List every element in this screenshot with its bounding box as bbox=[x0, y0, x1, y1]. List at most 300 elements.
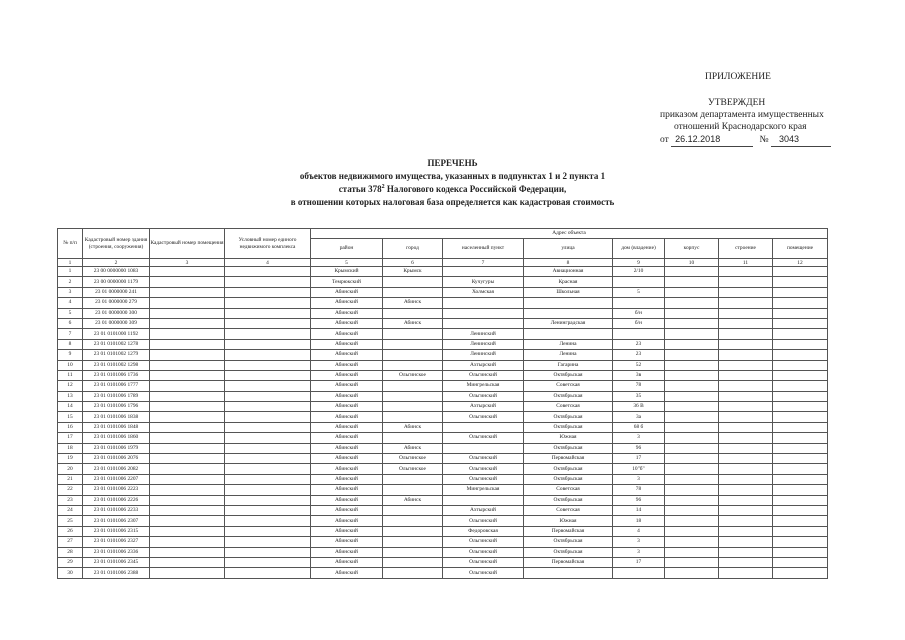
table-cell: Октябрьская bbox=[524, 391, 613, 401]
table-cell bbox=[665, 360, 719, 370]
table-cell bbox=[719, 308, 773, 318]
table-cell bbox=[150, 277, 225, 287]
table-cell: Южная bbox=[524, 516, 613, 526]
table-cell: 23 01 0101002 1298 bbox=[83, 360, 150, 370]
table-cell: Октябрьская bbox=[524, 464, 613, 474]
table-cell: 11 bbox=[58, 370, 83, 380]
table-cell bbox=[719, 318, 773, 328]
table-cell bbox=[773, 370, 828, 380]
table-cell bbox=[524, 329, 613, 339]
table-cell: Абинский bbox=[311, 360, 383, 370]
table-cell: Мингрельская bbox=[443, 381, 524, 391]
table-cell bbox=[443, 318, 524, 328]
table-cell bbox=[225, 495, 311, 505]
col-header-street: улица bbox=[524, 239, 613, 259]
table-cell bbox=[443, 308, 524, 318]
table-cell bbox=[719, 474, 773, 484]
table-cell bbox=[150, 547, 225, 557]
col-header-premise: помещение bbox=[773, 239, 828, 259]
table-cell: 23 01 0101006 1860 bbox=[83, 433, 150, 443]
table-cell: Ольгинский bbox=[443, 391, 524, 401]
table-cell: Красная bbox=[524, 277, 613, 287]
table-cell: Ахтырский bbox=[443, 402, 524, 412]
table-cell: Первомайская bbox=[524, 526, 613, 536]
table-cell bbox=[150, 370, 225, 380]
table-cell bbox=[773, 557, 828, 567]
table-cell bbox=[150, 454, 225, 464]
col-header-address: Адрес объекта bbox=[311, 229, 828, 239]
table-row bbox=[58, 329, 828, 339]
table-cell: 23 01 0101006 2226 bbox=[83, 495, 150, 505]
table-cell bbox=[225, 568, 311, 578]
table-cell: Ленинский bbox=[443, 329, 524, 339]
table-cell bbox=[665, 267, 719, 277]
table-cell: 23 01 0101006 1796 bbox=[83, 402, 150, 412]
table-cell: Октябрьская bbox=[524, 537, 613, 547]
table-cell bbox=[665, 443, 719, 453]
table-cell bbox=[773, 287, 828, 297]
table-cell: 30 bbox=[58, 568, 83, 578]
number-prefix: № bbox=[759, 135, 769, 145]
table-cell: Абинский bbox=[311, 350, 383, 360]
table-cell bbox=[443, 495, 524, 505]
table-cell bbox=[383, 277, 443, 287]
table-cell: Октябрьская bbox=[524, 495, 613, 505]
table-row bbox=[58, 464, 828, 474]
table-row bbox=[58, 308, 828, 318]
table-cell bbox=[773, 329, 828, 339]
table-cell bbox=[773, 516, 828, 526]
table-cell: 3 bbox=[613, 547, 665, 557]
col-header-settlement: населенный пункт bbox=[443, 239, 524, 259]
table-cell: 23 01 0101006 2207 bbox=[83, 474, 150, 484]
table-cell: Абинск bbox=[383, 318, 443, 328]
table-cell: 23 01 0101006 1848 bbox=[83, 422, 150, 432]
table-row bbox=[58, 443, 828, 453]
table-cell: Абинский bbox=[311, 433, 383, 443]
table-cell bbox=[665, 370, 719, 380]
table-cell bbox=[719, 391, 773, 401]
table-cell bbox=[383, 547, 443, 557]
table-cell bbox=[773, 485, 828, 495]
table-cell: 14 bbox=[613, 505, 665, 515]
table-cell: Абинск bbox=[383, 443, 443, 453]
order-date-line bbox=[660, 133, 845, 147]
table-cell bbox=[773, 308, 828, 318]
table-cell bbox=[665, 433, 719, 443]
table-cell bbox=[665, 505, 719, 515]
col-header-conditional-number: Условный номер единого недвижимого комплекса bbox=[225, 229, 311, 259]
table-cell bbox=[719, 443, 773, 453]
table-cell bbox=[773, 277, 828, 287]
table-cell: 27 bbox=[58, 537, 83, 547]
col-header-block: корпус bbox=[665, 239, 719, 259]
table-row bbox=[58, 381, 828, 391]
table-cell: 23 01 0101006 2082 bbox=[83, 464, 150, 474]
table-cell: 12 bbox=[58, 381, 83, 391]
table-row bbox=[58, 360, 828, 370]
table-row bbox=[58, 267, 828, 277]
table-cell bbox=[719, 568, 773, 578]
table-cell: 23 bbox=[613, 350, 665, 360]
table-cell: 23 01 0101006 2388 bbox=[83, 568, 150, 578]
table-row bbox=[58, 412, 828, 422]
order-line-2: отношений Краснодарского края bbox=[674, 122, 807, 132]
table-cell: Ленина bbox=[524, 339, 613, 349]
table-cell: Крымский bbox=[311, 267, 383, 277]
table-cell bbox=[150, 433, 225, 443]
table-cell bbox=[150, 360, 225, 370]
table-cell: Советская bbox=[524, 505, 613, 515]
appendix-label: ПРИЛОЖЕНИЕ bbox=[705, 72, 771, 82]
table-cell: Абинский bbox=[311, 412, 383, 422]
table-cell bbox=[613, 277, 665, 287]
table-cell bbox=[773, 267, 828, 277]
order-line-1: приказом департамента имущественных bbox=[660, 110, 824, 120]
table-cell bbox=[719, 485, 773, 495]
table-cell bbox=[524, 298, 613, 308]
order-number: 3043 bbox=[778, 134, 800, 144]
table-cell bbox=[665, 568, 719, 578]
table-cell: Советская bbox=[524, 485, 613, 495]
table-cell: 10"б" bbox=[613, 464, 665, 474]
table-cell bbox=[524, 308, 613, 318]
table-cell bbox=[383, 537, 443, 547]
table-cell: 23 01 0000000 279 bbox=[83, 298, 150, 308]
table-cell bbox=[225, 412, 311, 422]
table-row bbox=[58, 402, 828, 412]
table-cell: Ольгинский bbox=[443, 547, 524, 557]
table-cell: 23 01 0101006 2315 bbox=[83, 526, 150, 536]
table-cell bbox=[383, 402, 443, 412]
table-cell bbox=[225, 329, 311, 339]
table-cell bbox=[773, 422, 828, 432]
table-cell bbox=[719, 402, 773, 412]
table-cell: 78 bbox=[613, 381, 665, 391]
table-cell: 2 bbox=[58, 277, 83, 287]
table-row bbox=[58, 339, 828, 349]
table-cell bbox=[225, 474, 311, 484]
table-cell bbox=[225, 298, 311, 308]
title-line-2: объектов недвижимого имущества, указанных в подпунктах 1 и 2 пункта 1 bbox=[299, 171, 606, 181]
table-cell: 23 01 0101006 2345 bbox=[83, 557, 150, 567]
table-row bbox=[58, 537, 828, 547]
table-cell: Октябрьская bbox=[524, 547, 613, 557]
table-row bbox=[58, 370, 828, 380]
table-cell: 23 01 0101006 1736 bbox=[83, 370, 150, 380]
table-cell bbox=[225, 308, 311, 318]
table-cell bbox=[665, 474, 719, 484]
table-cell bbox=[665, 547, 719, 557]
table-cell bbox=[150, 495, 225, 505]
table-cell bbox=[383, 381, 443, 391]
table-cell: 20 bbox=[58, 464, 83, 474]
table-cell bbox=[719, 298, 773, 308]
table-cell: 23 01 0000000 300 bbox=[83, 308, 150, 318]
table-cell bbox=[150, 318, 225, 328]
table-cell bbox=[225, 350, 311, 360]
table-cell: Абинск bbox=[383, 422, 443, 432]
table-cell bbox=[383, 505, 443, 515]
table-cell bbox=[665, 526, 719, 536]
table-cell bbox=[665, 318, 719, 328]
table-cell bbox=[773, 350, 828, 360]
table-cell: 2/10 bbox=[613, 267, 665, 277]
table-cell bbox=[383, 412, 443, 422]
table-cell: 24 bbox=[58, 505, 83, 515]
column-number: 2 bbox=[83, 259, 150, 267]
table-cell: Авиационная bbox=[524, 267, 613, 277]
table-cell bbox=[383, 485, 443, 495]
table-cell: Абинский bbox=[311, 422, 383, 432]
table-cell: Абинский bbox=[311, 308, 383, 318]
table-cell: 18 bbox=[613, 516, 665, 526]
table-cell bbox=[443, 267, 524, 277]
table-cell: 25 bbox=[58, 516, 83, 526]
table-cell bbox=[150, 412, 225, 422]
table-cell: 15 bbox=[58, 412, 83, 422]
table-cell: Абинский bbox=[311, 443, 383, 453]
table-cell bbox=[719, 422, 773, 432]
table-cell bbox=[719, 329, 773, 339]
title-line-3: статьи $378^2$ Налогового кодекса Российской Федерации, bbox=[338, 184, 567, 194]
table-cell bbox=[225, 360, 311, 370]
table-cell bbox=[225, 485, 311, 495]
table-cell: 23 01 0101006 2223 bbox=[83, 485, 150, 495]
table-cell bbox=[150, 287, 225, 297]
table-cell bbox=[150, 443, 225, 453]
table-cell: Первомайская bbox=[524, 454, 613, 464]
table-cell bbox=[150, 474, 225, 484]
table-cell bbox=[150, 298, 225, 308]
table-cell bbox=[383, 308, 443, 318]
table-cell: 52 bbox=[613, 360, 665, 370]
column-number: 12 bbox=[773, 259, 828, 267]
table-cell: Абинский bbox=[311, 339, 383, 349]
table-cell: 18 bbox=[58, 443, 83, 453]
table-cell: Абинский bbox=[311, 298, 383, 308]
table-row bbox=[58, 495, 828, 505]
table-cell bbox=[773, 454, 828, 464]
col-header-city: город bbox=[383, 239, 443, 259]
column-number-row bbox=[58, 259, 828, 267]
table-cell: Абинский bbox=[311, 402, 383, 412]
table-cell bbox=[773, 537, 828, 547]
objects-table bbox=[57, 228, 828, 579]
table-cell: Ольгинское bbox=[383, 454, 443, 464]
table-cell: 23 01 0101006 2076 bbox=[83, 454, 150, 464]
table-cell bbox=[665, 495, 719, 505]
column-number: 10 bbox=[665, 259, 719, 267]
table-cell bbox=[225, 505, 311, 515]
table-cell: Абинский bbox=[311, 329, 383, 339]
table-cell bbox=[773, 474, 828, 484]
table-cell: 3 bbox=[613, 433, 665, 443]
table-cell bbox=[150, 422, 225, 432]
table-cell: 23 bbox=[613, 339, 665, 349]
table-cell: 96 bbox=[613, 495, 665, 505]
table-cell bbox=[150, 516, 225, 526]
table-cell: 23 01 0101006 2327 bbox=[83, 537, 150, 547]
table-cell bbox=[665, 287, 719, 297]
table-cell bbox=[150, 568, 225, 578]
table-cell bbox=[719, 516, 773, 526]
table-cell bbox=[773, 495, 828, 505]
order-date: 26.12.2018 bbox=[675, 134, 721, 144]
table-cell: Ахтырский bbox=[443, 505, 524, 515]
table-cell bbox=[665, 350, 719, 360]
table-cell: Ленина bbox=[524, 350, 613, 360]
table-cell bbox=[150, 339, 225, 349]
table-cell bbox=[719, 454, 773, 464]
table-cell: Абинский bbox=[311, 505, 383, 515]
table-cell: Ленинский bbox=[443, 350, 524, 360]
table-cell bbox=[150, 402, 225, 412]
table-cell bbox=[719, 339, 773, 349]
table-cell bbox=[225, 267, 311, 277]
table-cell bbox=[719, 433, 773, 443]
table-cell: 23 01 0000000 309 bbox=[83, 318, 150, 328]
table-cell: Советская bbox=[524, 381, 613, 391]
table-cell: Гагарина bbox=[524, 360, 613, 370]
table-cell bbox=[225, 402, 311, 412]
table-cell bbox=[719, 381, 773, 391]
table-cell: 21 bbox=[58, 474, 83, 484]
table-cell bbox=[773, 391, 828, 401]
table-cell: Ольгинский bbox=[443, 454, 524, 464]
table-cell bbox=[225, 370, 311, 380]
table-cell: Абинский bbox=[311, 495, 383, 505]
column-number: 8 bbox=[524, 259, 613, 267]
table-cell bbox=[225, 287, 311, 297]
table-cell bbox=[383, 433, 443, 443]
table-cell bbox=[773, 381, 828, 391]
table-cell: 23 01 0101006 2336 bbox=[83, 547, 150, 557]
table-cell bbox=[383, 557, 443, 567]
table-cell: Ольгинский bbox=[443, 516, 524, 526]
table-cell: Абинск bbox=[383, 298, 443, 308]
table-cell: 23 01 0101006 1979 bbox=[83, 443, 150, 453]
table-cell bbox=[150, 557, 225, 567]
table-cell bbox=[524, 568, 613, 578]
table-cell bbox=[225, 339, 311, 349]
table-cell: Абинский bbox=[311, 287, 383, 297]
table-cell: б/н bbox=[613, 318, 665, 328]
table-cell: 5 bbox=[613, 287, 665, 297]
table-cell: Ольгинское bbox=[383, 464, 443, 474]
table-cell: 23 01 0101002 1278 bbox=[83, 339, 150, 349]
table-cell bbox=[150, 537, 225, 547]
table-cell bbox=[613, 329, 665, 339]
table-cell: 23 01 0101006 2307 bbox=[83, 516, 150, 526]
table-cell bbox=[665, 339, 719, 349]
table-cell bbox=[665, 464, 719, 474]
col-header-num: № п/п bbox=[58, 229, 83, 259]
table-cell bbox=[383, 329, 443, 339]
table-cell bbox=[665, 402, 719, 412]
col-header-district: район bbox=[311, 239, 383, 259]
table-cell bbox=[383, 339, 443, 349]
column-number: 11 bbox=[719, 259, 773, 267]
table-cell: Октябрьская bbox=[524, 474, 613, 484]
table-cell: Абинский bbox=[311, 474, 383, 484]
table-cell: Абинский bbox=[311, 537, 383, 547]
table-cell: Ольгинский bbox=[443, 537, 524, 547]
approved-label: УТВЕРЖДЕН bbox=[708, 98, 766, 108]
table-cell bbox=[773, 505, 828, 515]
table-cell: 1 bbox=[58, 267, 83, 277]
table-cell bbox=[719, 277, 773, 287]
table-cell bbox=[225, 422, 311, 432]
table-cell: 10 bbox=[58, 360, 83, 370]
table-cell: 5 bbox=[58, 308, 83, 318]
table-cell: 36 В bbox=[613, 402, 665, 412]
table-cell: 16 bbox=[58, 422, 83, 432]
table-row bbox=[58, 350, 828, 360]
table-cell: Абинский bbox=[311, 568, 383, 578]
date-prefix: от bbox=[660, 135, 669, 145]
table-cell bbox=[665, 422, 719, 432]
col-header-building: строение bbox=[719, 239, 773, 259]
table-cell bbox=[150, 485, 225, 495]
table-cell bbox=[225, 537, 311, 547]
title-line-4: в отношении которых налоговая база определяется как кадастровая стоимость bbox=[290, 197, 615, 207]
table-cell bbox=[225, 433, 311, 443]
table-cell: Темрюкский bbox=[311, 277, 383, 287]
table-body bbox=[58, 267, 828, 579]
table-cell: 6 bbox=[58, 318, 83, 328]
table-cell bbox=[443, 422, 524, 432]
table-cell: 17 bbox=[58, 433, 83, 443]
table-cell bbox=[719, 526, 773, 536]
table-cell bbox=[773, 298, 828, 308]
table-cell: Ленинградская bbox=[524, 318, 613, 328]
table-cell: 28 bbox=[58, 547, 83, 557]
table-cell bbox=[665, 298, 719, 308]
table-row bbox=[58, 277, 828, 287]
table-cell bbox=[719, 464, 773, 474]
table-cell: 23 00 0000000 1083 bbox=[83, 267, 150, 277]
table-cell bbox=[225, 443, 311, 453]
table-row bbox=[58, 298, 828, 308]
table-cell: Ахтырский bbox=[443, 360, 524, 370]
table-cell bbox=[719, 267, 773, 277]
table-cell: Октябрьская bbox=[524, 370, 613, 380]
table-cell: Абинский bbox=[311, 318, 383, 328]
table-cell: Ольгинский bbox=[443, 568, 524, 578]
table-cell: 3 bbox=[613, 474, 665, 484]
title-line-1: ПЕРЕЧЕНЬ bbox=[427, 158, 478, 168]
table-cell: 3а bbox=[613, 412, 665, 422]
table-cell: 35 bbox=[613, 391, 665, 401]
table-cell: Федоровская bbox=[443, 526, 524, 536]
table-cell bbox=[150, 526, 225, 536]
table-cell: 14 bbox=[58, 402, 83, 412]
table-cell bbox=[383, 568, 443, 578]
table-cell bbox=[150, 267, 225, 277]
table-cell bbox=[225, 277, 311, 287]
table-cell bbox=[773, 360, 828, 370]
table-row bbox=[58, 547, 828, 557]
table-cell: 4 bbox=[58, 298, 83, 308]
table-cell bbox=[613, 298, 665, 308]
table-cell: Абинский bbox=[311, 454, 383, 464]
document-title bbox=[200, 157, 705, 209]
col-header-house: дом (владение) bbox=[613, 239, 665, 259]
table-cell: Ольгинский bbox=[443, 464, 524, 474]
table-cell: 17 bbox=[613, 557, 665, 567]
table-cell bbox=[773, 402, 828, 412]
